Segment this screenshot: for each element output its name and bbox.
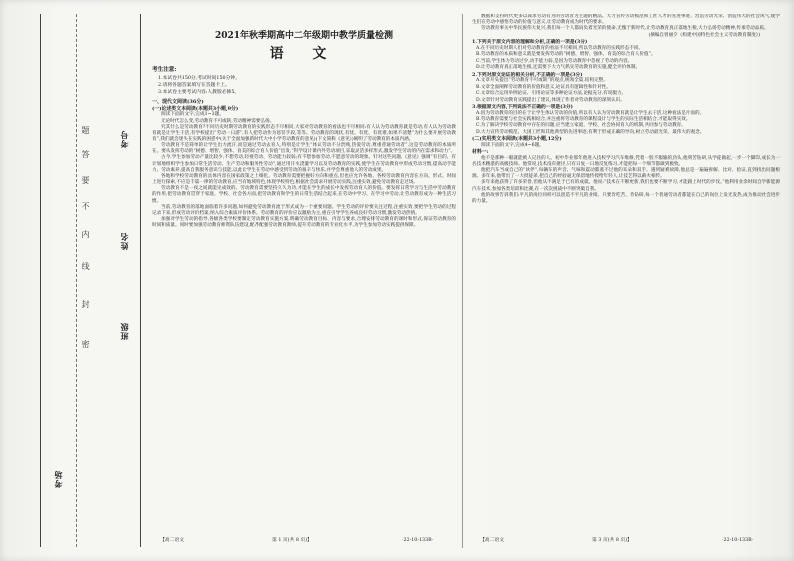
- reading-instruction: 阅读下面的文字,完成4~6题。: [481, 142, 544, 148]
- passage-paragraph: 他不是那种一眼就能被人记住的人。初中毕业那年他进入技校学习汽车维修,凭着一股不服输的劲头,他刻苦钻研,从学徒做起,一步一个脚印,成长为一名技术精湛的高级技师。他常说,技术没有捷径,只有日复一日地反复练习,才能把每一个细节都做到极致。: [472, 155, 780, 167]
- notice-heading: 考生注意:: [152, 67, 177, 73]
- question-option: A.在不同历史时期人们对劳动教育的看法不尽相同,所以劳动教育的实践形态不同。: [476, 46, 644, 52]
- question-option: A.文章开头提出“劳动教育不可或缺”的观点,统领全篇,结构完整。: [476, 78, 608, 84]
- footer-subject: 【高二语文: [480, 538, 504, 543]
- page-right: [472, 14, 780, 548]
- passage-source: (摘编自曾丽夕《构建中国特色社会主义劳动教育制度》): [648, 33, 760, 39]
- label-class: 班级: [119, 322, 129, 340]
- section-heading: 一、现代文阅读(36分): [152, 98, 204, 105]
- question-stem: 3.根据原文内容,下列说法不正确的一项是(3分): [472, 103, 573, 110]
- passage-paragraph: 各地和学校劳动教育的具体内容在国家政策之上细化。劳动教育需要把握好方向和重点,但也应允许各地、各校劳动教育内容在方向、形式、时间上进行探索,不应是千篇一律的劳动教育,应当有地域特色,体现学校特色,根据社会需求开展劳动实践,注重实效,避免劳动教育走过场。: [152, 173, 456, 186]
- question-stem: 2.下列对原文论证的相关分析,不正确的一项是(3分): [472, 71, 583, 78]
- passage-paragraph: 加强对学生劳动的指导,各级各类学校要制定劳动教育实施方案,明确劳动教育目标、内容与要求,合理安排劳动教育的课时和形式,保证劳动教育的时间和质量。同时要加强劳动教育师资队伍建设,配齐配强劳动教育教师,提升劳动教育的专业化水平,为学生参加劳动实践提供保障。: [152, 217, 456, 229]
- exam-title: 2021年秋季期高中二年级期中教学质量检测: [214, 31, 394, 41]
- exam-subject: 语 文: [269, 46, 339, 62]
- question-option: B.劳动教育的本质和意义就是要发挥劳动的“树德、增智、强体、育美的综合育人价值”。: [476, 52, 656, 58]
- passage-paragraph: 劳动教育不是一夜之间就能见成效的。劳动教育需要坚持久久为功,才能在学生的成长中发挥劳动育人的价值。要发挥日常学习与生活中劳动教育的作用,把劳动教育贯穿于家庭、学校、社会各方面,把劳动教育和学生的日常生活结合起来,在劳动中学习、在学习中劳动,让劳动教育成为一种生活习惯。: [152, 186, 456, 204]
- footer-page-number: 第 3 页(共 8 页)】: [592, 538, 632, 543]
- question-option: C.为了解决学校劳动教育中存在的问题,应当建立家庭、学校、社会协同育人的机制,共同参与劳动教育。: [476, 123, 686, 129]
- seal-char: 题: [81, 126, 90, 136]
- question-option: D.文章针对劳动教育实践提出了建议,体现了作者对劳动教育的深刻认识。: [476, 97, 625, 103]
- question-stem: 1.下列关于原文内容的理解和分析,正确的一项是(3分): [472, 39, 588, 46]
- passage-paragraph: 他的故事告诉我们:平凡的岗位同样可以创造不平凡的业绩。只要肯吃苦、肯钻研,每一个普通劳动者都能在自己的岗位上发光发热,成为推动社会进步的力量。: [472, 192, 780, 204]
- question-option: B.文章全面阐释劳动教育的价值和意义,论证具有逻辑性和针对性。: [476, 84, 611, 90]
- footer-code: ·22-10-133B·: [722, 538, 754, 543]
- page-left: [152, 14, 456, 548]
- question-option: C.文章综合运用举例论证、引用论证等多种论证方法,论据充分,有说服力。: [476, 91, 627, 97]
- passage-paragraph: 劳动教育不是简单的让学生出力流汗,而是通过劳动去育人,特别是让学生“体认劳动不分贵贱,热爱劳动,尊重普通劳动者”,这是劳动教育的本质所在。要从发挥劳动的“树德、增智、强体、育美的综合育人价值”出发,“科学设计课内外劳动项目,采取灵活多样形式,激发学生劳动的内在需求和动力”。: [152, 143, 456, 155]
- notice-item: 3.本试卷主要考试内容:人教版必修5。: [158, 89, 240, 95]
- label-exam-number: 考号: [119, 130, 129, 148]
- seal-char: 要: [81, 176, 90, 186]
- seal-char: 答: [81, 150, 90, 160]
- passage-paragraph: 无论时代怎么变,劳动教育不可或缺,劳动精神需要弘扬。: [161, 118, 275, 124]
- seal-char: 密: [81, 340, 90, 350]
- binding-line: [140, 14, 141, 547]
- question-option: D.大力宣传劳动模范、大国工匠和其他典型的先进事迹,有利于形成正确的导向,树立劳动最光荣、最伟大的观念。: [476, 129, 705, 135]
- passage-paragraph: 究其什么是劳动教育?不同历史时期劳动教育的实践形态不尽相同,大家对劳动教育的看法也不尽相同:有人认为劳动教育就是劳动,有人认为劳动教育就是让学生干活,有学校提出“劳动一日游”,有人把劳动作为惩罚手段,等等。劳动教育的现状,有忧、有优、有优难,如果不清楚“为什么要开展劳动教育”,我们就会迷失在实践的困惑中(关于全面加强新时代大中小学劳动教育的意见)(下文简称《意见》)阐明了劳动教育的本质内涵。: [152, 124, 456, 142]
- binding-line: [40, 14, 41, 547]
- passage-paragraph: 劳动教育事关中华民族伟大复兴,我们每一个人都肩负着光荣的使命,无愧于新时代,让劳动教育真正落地生根,大力弘扬劳动精神,传承劳动品质。: [481, 26, 769, 32]
- binding-dash-line: [76, 14, 77, 547]
- passage-paragraph: 多年来他获得了许多荣誉,但他从不满足于已有的成就。他说:“技术在不断更新,我们也要不断学习,才能跟上时代的步伐。”他利用业余时间自学新能源汽车技术,参加各类培训和比赛,在一次次挑战中不断突破自我。: [472, 180, 780, 192]
- page-divider: [462, 14, 463, 548]
- notice-item: 2.请将各题答案填写在答题卡上。: [158, 82, 230, 88]
- seal-char: 不: [81, 202, 90, 212]
- material-label: 材料一:: [472, 149, 489, 156]
- question-option: B.劳动教育需要与社会实践相结合,并注重将劳动教育的课程设计与学生的实际生活相结合,才能取得实效。: [476, 116, 691, 122]
- footer-subject: 【高二语文: [160, 538, 184, 543]
- subsection-heading: (一)论述类文本阅读(本题共3小题,9分): [152, 105, 239, 112]
- label-exam-room: 考场: [53, 470, 63, 488]
- binding-strip: [0, 0, 150, 561]
- passage-paragraph: 他把汽车当成自己的“伙伴”,每辆车的声音、气味和震动都逃不过他的耳朵和双手。遇到疑难故障,他总是一遍遍拆解、比对、验证,直到找出问题根源。多年来,他带出了一大批徒弟,把自己的经验毫无保留地传授给年轻人,让技艺得以薪火相传。: [472, 168, 780, 180]
- question-option: A.因为劳动教育的目的在于让学生体认劳动的价值,所以有人认为劳动教育就是让学生去干活,这种看法是片面的。: [476, 110, 705, 116]
- passage-paragraph: 当前,劳动教育的落地面临着许多问题,如何避免劳动教育流于形式成为一个重要问题。学生劳动的评价要关注过程,注重实效,要把学生劳动的过程记录下来,形成劳动评价档案,纳入综合素质评价体系。劳动教育的评价应以激励为主,重在引导学生养成良好劳动习惯,激发劳动热情。: [152, 204, 456, 216]
- passage-paragraph: 数据和支持时代更多以谋求劳动有为的劳动者为主题的精品。大力宣传劳动模范和工匠人才的先进事迹、营造劳动光荣、创造伟大的社会风气,使学生们在劳动中感悟劳动的价值与意义,让劳动教育成为时代的要求。: [472, 14, 780, 26]
- reading-instruction: 阅读下面的文字,完成1~3题。: [161, 112, 224, 118]
- footer-page-number: 第 1 页(共 8 页)】: [272, 538, 312, 543]
- notice-item: 1.本试卷共150分,考试时间150分钟。: [158, 75, 240, 81]
- subsection-heading: (二)实用类文本阅读(本题共3小题,12分): [472, 136, 562, 143]
- question-option: D.让劳动教育真正落地生根,还需要下大力气抓实劳动教育的实施,健全评价体制。: [476, 65, 641, 71]
- label-name: 姓名: [119, 232, 129, 250]
- question-option: C.当前,学生体力劳动过少,动手能力弱,是因为劳动教育中忽视了劳动的内容。: [476, 58, 633, 64]
- passage-paragraph: 古今,学生参加劳动产量比较少,不想劳动,轻视劳动、劳动能力较弱;有不想参加劳动,不愿意劳动的现象。针对这些问题,《意见》强调“有目的、有计划地组织学生参加日常生活劳动、生产劳动和服务性劳动”,通过用汗水浇灌学习以及劳动教育的实践,使学生在劳动教育中形成劳动习惯,提高动手能力、劳动素养,提高自我服务意识与技能,以此让学生在劳动中感受到劳动的艰辛与快乐,并学会尊重他人的劳动成果。: [152, 155, 456, 173]
- footer-code: ·22-10-133B·: [402, 538, 434, 543]
- seal-char: 内: [81, 230, 90, 240]
- seal-char: 线: [81, 262, 90, 272]
- seal-char: 封: [81, 300, 90, 310]
